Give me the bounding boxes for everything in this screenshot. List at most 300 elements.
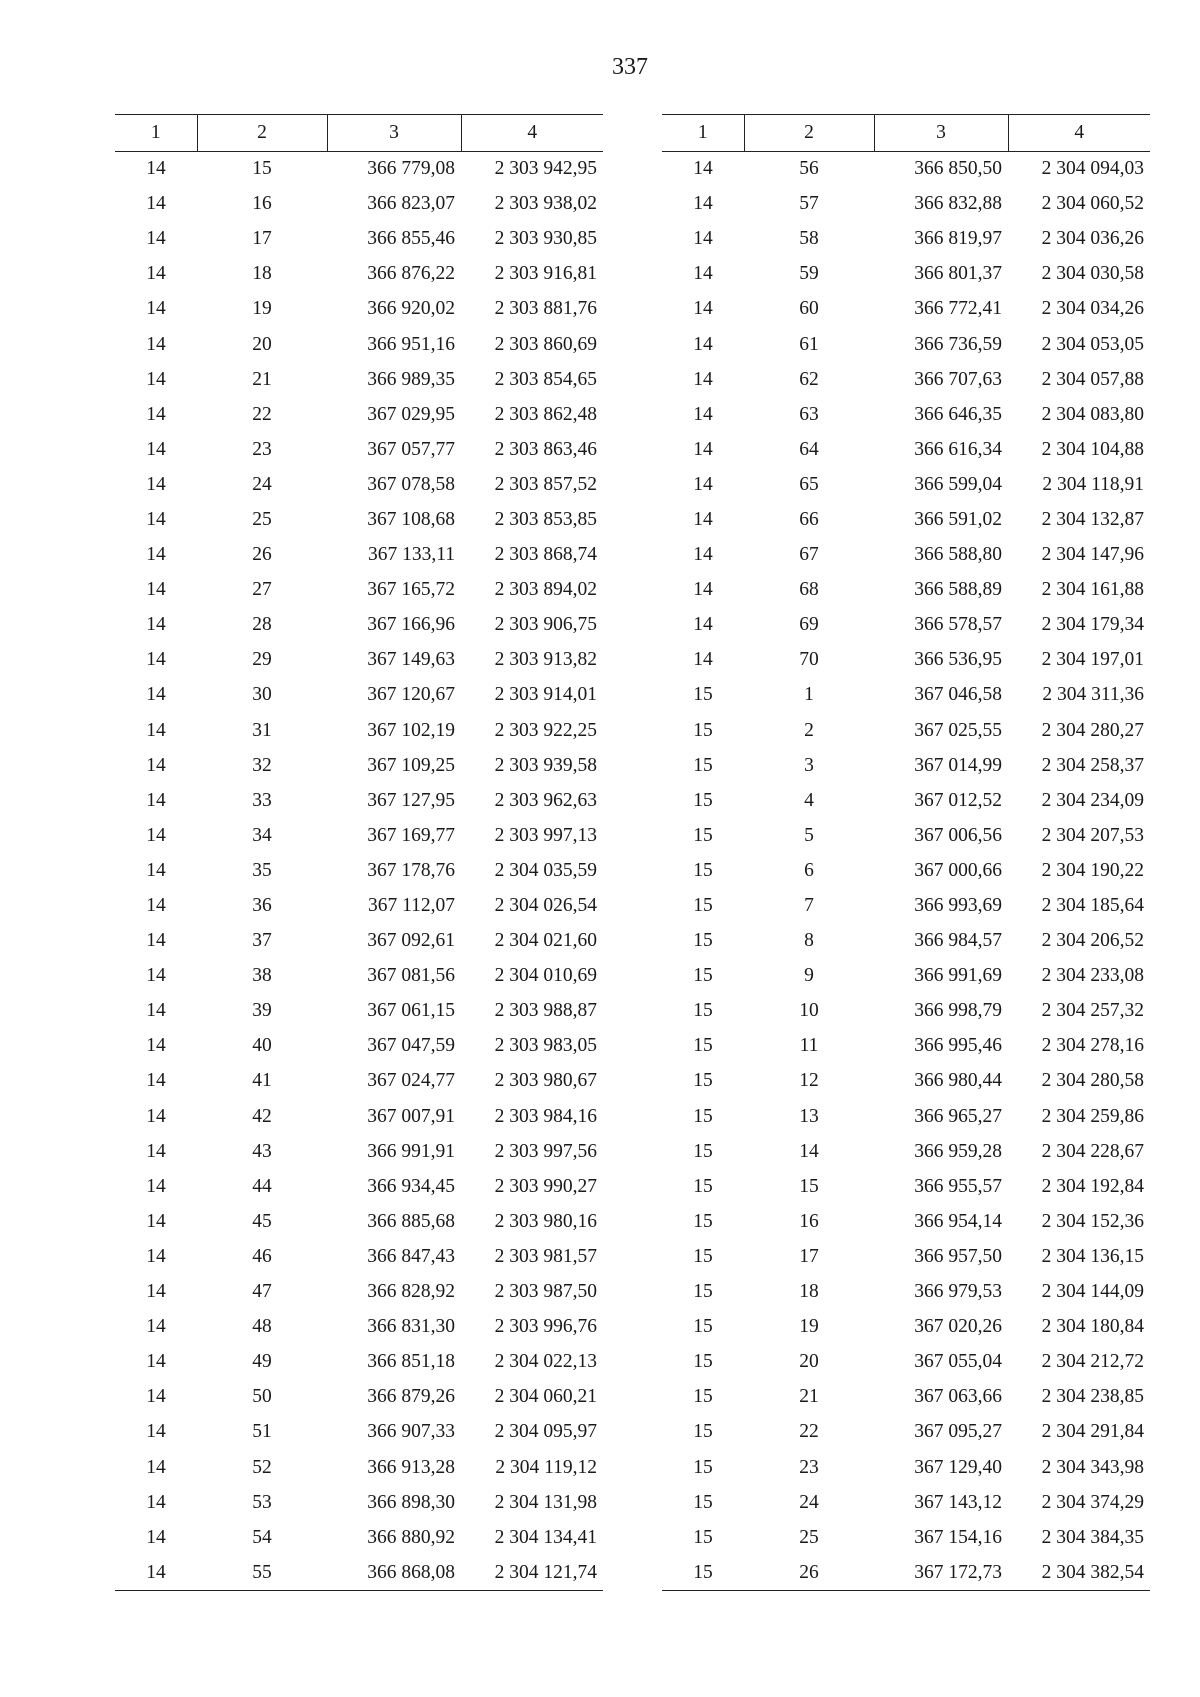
cell-col-3: 367 109,25 (367, 754, 455, 776)
table-row (115, 783, 603, 818)
cell-col-4: 2 304 036,26 (1041, 228, 1144, 250)
cell-col-2: 49 (252, 1351, 272, 1373)
cell-col-1: 15 (693, 930, 713, 952)
cell-col-3: 367 133,11 (367, 544, 455, 566)
cell-col-3: 367 014,99 (914, 754, 1002, 776)
cell-col-4: 2 303 962,63 (494, 789, 597, 811)
cell-col-3: 366 851,18 (367, 1351, 455, 1373)
cell-col-2: 17 (252, 228, 272, 250)
cell-col-4: 2 303 981,57 (494, 1245, 597, 1267)
cell-col-3: 367 025,55 (914, 719, 1002, 741)
cell-col-3: 367 024,77 (367, 1070, 455, 1092)
cell-col-4: 2 303 930,85 (494, 228, 597, 250)
cell-col-2: 24 (252, 473, 272, 495)
cell-col-1: 14 (146, 859, 166, 881)
cell-col-3: 367 172,73 (874, 1555, 1008, 1590)
cell-col-1: 14 (146, 789, 166, 811)
cell-col-1: 15 (693, 824, 713, 846)
column-header-3: 3 (874, 115, 1008, 152)
cell-col-4: 2 304 197,01 (1041, 649, 1144, 671)
cell-col-2: 31 (252, 719, 272, 741)
cell-col-1: 15 (693, 1281, 713, 1303)
table-row (115, 222, 603, 257)
cell-col-3: 367 063,66 (914, 1386, 1002, 1408)
cell-col-1: 15 (693, 1035, 713, 1057)
cell-col-2: 20 (252, 333, 272, 355)
table-row (115, 818, 603, 853)
cell-col-2: 26 (744, 1555, 874, 1590)
table-row (662, 1520, 1150, 1555)
cell-col-3: 367 143,12 (914, 1491, 1002, 1513)
cell-col-3: 366 991,69 (914, 965, 1002, 987)
cell-col-2: 3 (804, 754, 814, 776)
cell-col-1: 14 (146, 544, 166, 566)
cell-col-2: 24 (799, 1491, 819, 1513)
cell-col-2: 67 (799, 544, 819, 566)
cell-col-2: 13 (799, 1105, 819, 1127)
cell-col-1: 15 (693, 1105, 713, 1127)
cell-col-1: 15 (693, 1351, 713, 1373)
cell-col-4: 2 304 136,15 (1041, 1245, 1144, 1267)
table-row (662, 1310, 1150, 1345)
cell-col-1: 14 (146, 158, 166, 180)
cell-col-1: 14 (693, 368, 713, 390)
cell-col-2: 23 (252, 438, 272, 460)
cell-col-1: 14 (146, 1070, 166, 1092)
cell-col-4: 2 304 021,60 (494, 930, 597, 952)
cell-col-1: 14 (146, 1281, 166, 1303)
table-row (662, 292, 1150, 327)
cell-col-2: 36 (252, 895, 272, 917)
table-row (662, 608, 1150, 643)
cell-col-4: 2 303 881,76 (494, 298, 597, 320)
cell-col-2: 9 (804, 965, 814, 987)
column-header-4: 4 (1008, 115, 1150, 152)
cell-col-1: 15 (693, 1070, 713, 1092)
cell-col-4: 2 304 083,80 (1041, 403, 1144, 425)
cell-col-3: 366 832,88 (914, 193, 1002, 215)
cell-col-1: 14 (146, 508, 166, 530)
cell-col-4: 2 304 131,98 (494, 1491, 597, 1513)
cell-col-4: 2 303 868,74 (494, 544, 597, 566)
cell-col-2: 11 (799, 1035, 819, 1057)
cell-col-3: 367 095,27 (914, 1421, 1002, 1443)
cell-col-1: 14 (146, 754, 166, 776)
cell-col-3: 367 092,61 (367, 930, 455, 952)
cell-col-2: 60 (799, 298, 819, 320)
column-header-3: 3 (327, 115, 461, 152)
cell-col-1: 14 (146, 1035, 166, 1057)
cell-col-2: 66 (799, 508, 819, 530)
cell-col-4: 2 304 238,85 (1041, 1386, 1144, 1408)
table-row (662, 257, 1150, 292)
cell-col-3: 367 020,26 (914, 1316, 1002, 1338)
table-row (115, 1099, 603, 1134)
cell-col-1: 14 (693, 298, 713, 320)
cell-col-4: 2 303 983,05 (494, 1035, 597, 1057)
cell-col-2: 23 (799, 1456, 819, 1478)
cell-col-2: 10 (799, 1000, 819, 1022)
table-row (115, 1485, 603, 1520)
table-row (115, 713, 603, 748)
cell-col-2: 14 (799, 1140, 819, 1162)
table-row (662, 678, 1150, 713)
cell-col-2: 57 (799, 193, 819, 215)
table-row (662, 222, 1150, 257)
cell-col-1: 14 (146, 684, 166, 706)
cell-col-4: 2 304 291,84 (1041, 1421, 1144, 1443)
table-row (662, 748, 1150, 783)
cell-col-1: 14 (693, 333, 713, 355)
cell-col-2: 54 (252, 1526, 272, 1548)
cell-col-1: 15 (693, 1175, 713, 1197)
table-row (115, 1555, 603, 1590)
cell-col-1: 15 (693, 1140, 713, 1162)
cell-col-2: 6 (804, 859, 814, 881)
cell-col-4: 2 303 997,56 (494, 1140, 597, 1162)
cell-col-3: 366 707,63 (914, 368, 1002, 390)
cell-col-2: 48 (252, 1316, 272, 1338)
cell-col-4: 2 304 374,29 (1041, 1491, 1144, 1513)
table-row (662, 538, 1150, 573)
cell-col-3: 366 536,95 (914, 649, 1002, 671)
cell-col-2: 38 (252, 965, 272, 987)
table-row (115, 1169, 603, 1204)
cell-col-1: 14 (146, 614, 166, 636)
cell-col-4: 2 304 035,59 (494, 859, 597, 881)
cell-col-2: 25 (799, 1526, 819, 1548)
table-row (115, 1134, 603, 1169)
table-row (115, 1520, 603, 1555)
cell-col-4: 2 304 280,58 (1041, 1070, 1144, 1092)
table-row (115, 573, 603, 608)
table-row (662, 502, 1150, 537)
cell-col-2: 2 (804, 719, 814, 741)
cell-col-1: 14 (146, 228, 166, 250)
cell-col-4: 2 304 095,97 (494, 1421, 597, 1443)
cell-col-2: 8 (804, 930, 814, 952)
page-number: 337 (612, 54, 648, 80)
table-row (662, 432, 1150, 467)
cell-col-1: 15 (693, 1526, 713, 1548)
cell-col-4: 2 304 259,86 (1041, 1105, 1144, 1127)
cell-col-3: 367 165,72 (367, 579, 455, 601)
cell-col-4: 2 304 152,36 (1041, 1210, 1144, 1232)
cell-col-3: 367 057,77 (367, 438, 455, 460)
cell-col-4: 2 304 180,84 (1041, 1316, 1144, 1338)
cell-col-3: 367 102,19 (367, 719, 455, 741)
cell-col-2: 16 (799, 1210, 819, 1232)
cell-col-1: 14 (146, 1210, 166, 1232)
cell-col-4: 2 304 121,74 (461, 1555, 603, 1590)
cell-col-2: 20 (799, 1351, 819, 1373)
table-row (662, 1415, 1150, 1450)
cell-col-4: 2 304 382,54 (1008, 1555, 1150, 1590)
cell-col-3: 366 980,44 (914, 1070, 1002, 1092)
table-row (662, 1064, 1150, 1099)
cell-col-4: 2 303 862,48 (494, 403, 597, 425)
cell-col-3: 366 616,34 (914, 438, 1002, 460)
cell-col-3: 367 154,16 (914, 1526, 1002, 1548)
cell-col-4: 2 304 022,13 (494, 1351, 597, 1373)
cell-col-3: 366 965,27 (914, 1105, 1002, 1127)
cell-col-1: 14 (146, 579, 166, 601)
cell-col-3: 367 081,56 (367, 965, 455, 987)
cell-col-2: 21 (799, 1386, 819, 1408)
table-row (662, 818, 1150, 853)
cell-col-4: 2 304 094,03 (1041, 158, 1144, 180)
column-header-2: 2 (197, 115, 327, 152)
table-row (662, 1275, 1150, 1310)
table-row (662, 1239, 1150, 1274)
cell-col-1: 15 (693, 1491, 713, 1513)
cell-col-3: 367 047,59 (367, 1035, 455, 1057)
cell-col-4: 2 303 996,76 (494, 1316, 597, 1338)
cell-col-3: 367 178,76 (367, 859, 455, 881)
cell-col-2: 58 (799, 228, 819, 250)
table-row (115, 1415, 603, 1450)
table-row (662, 994, 1150, 1029)
cell-col-4: 2 303 942,95 (494, 158, 597, 180)
cell-col-1: 14 (146, 193, 166, 215)
cell-col-3: 366 831,30 (367, 1316, 455, 1338)
cell-col-3: 367 108,68 (367, 508, 455, 530)
table-row (115, 292, 603, 327)
cell-col-2: 18 (799, 1281, 819, 1303)
cell-col-2: 27 (252, 579, 272, 601)
coordinates-table-left (115, 114, 603, 1591)
table-row (662, 397, 1150, 432)
cell-col-4: 2 303 860,69 (494, 333, 597, 355)
table-row (662, 888, 1150, 923)
cell-col-3: 366 646,35 (914, 403, 1002, 425)
table-row (115, 362, 603, 397)
cell-col-3: 366 995,46 (914, 1035, 1002, 1057)
table-row (115, 1029, 603, 1064)
cell-col-1: 14 (115, 1555, 197, 1590)
cell-col-4: 2 303 997,13 (494, 824, 597, 846)
cell-col-4: 2 304 192,84 (1041, 1175, 1144, 1197)
cell-col-2: 32 (252, 754, 272, 776)
table-row (662, 924, 1150, 959)
table-row (115, 1380, 603, 1415)
table-row (662, 1450, 1150, 1485)
cell-col-3: 366 991,91 (367, 1140, 455, 1162)
cell-col-1: 14 (146, 1140, 166, 1162)
cell-col-4: 2 303 988,87 (494, 1000, 597, 1022)
cell-col-3: 366 879,26 (367, 1386, 455, 1408)
cell-col-4: 2 304 147,96 (1041, 544, 1144, 566)
cell-col-1: 14 (146, 438, 166, 460)
table-row (115, 467, 603, 502)
cell-col-2: 63 (799, 403, 819, 425)
cell-col-2: 26 (252, 544, 272, 566)
cell-col-3: 366 998,79 (914, 1000, 1002, 1022)
cell-col-2: 17 (799, 1245, 819, 1267)
cell-col-4: 2 304 278,16 (1041, 1035, 1144, 1057)
table-row (115, 502, 603, 537)
cell-col-1: 14 (146, 333, 166, 355)
cell-col-3: 366 823,07 (367, 193, 455, 215)
table-row (662, 152, 1150, 187)
cell-col-3: 367 120,67 (367, 684, 455, 706)
cell-col-4: 2 303 980,16 (494, 1210, 597, 1232)
table-row (662, 1380, 1150, 1415)
cell-col-1: 15 (693, 965, 713, 987)
table-row (662, 1345, 1150, 1380)
cell-col-3: 366 801,37 (914, 263, 1002, 285)
cell-col-1: 14 (146, 1421, 166, 1443)
cell-col-2: 69 (799, 614, 819, 636)
cell-col-3: 367 007,91 (367, 1105, 455, 1127)
cell-col-3: 366 599,04 (914, 473, 1002, 495)
cell-col-3: 367 127,95 (367, 789, 455, 811)
cell-col-3: 367 149,63 (367, 649, 455, 671)
table-row (115, 853, 603, 888)
cell-col-2: 62 (799, 368, 819, 390)
table-row (662, 1555, 1150, 1590)
cell-col-4: 2 304 034,26 (1041, 298, 1144, 320)
cell-col-2: 56 (799, 158, 819, 180)
column-header-2: 2 (744, 115, 874, 152)
cell-col-1: 15 (693, 1456, 713, 1478)
cell-col-4: 2 304 010,69 (494, 965, 597, 987)
table-row (115, 1239, 603, 1274)
table-row (115, 748, 603, 783)
cell-col-4: 2 304 161,88 (1041, 579, 1144, 601)
cell-col-4: 2 303 913,82 (494, 649, 597, 671)
cell-col-4: 2 304 185,64 (1041, 895, 1144, 917)
cell-col-3: 366 772,41 (914, 298, 1002, 320)
cell-col-1: 14 (146, 473, 166, 495)
cell-col-3: 366 850,50 (914, 158, 1002, 180)
cell-col-1: 14 (693, 544, 713, 566)
cell-col-3: 366 979,53 (914, 1281, 1002, 1303)
cell-col-4: 2 304 258,37 (1041, 754, 1144, 776)
cell-col-2: 45 (252, 1210, 272, 1232)
cell-col-2: 61 (799, 333, 819, 355)
cell-col-3: 366 913,28 (367, 1456, 455, 1478)
cell-col-4: 2 304 234,09 (1041, 789, 1144, 811)
table-row (662, 362, 1150, 397)
table-row (662, 1204, 1150, 1239)
table-row (115, 538, 603, 573)
table-row (115, 152, 603, 187)
cell-col-2: 70 (799, 649, 819, 671)
table-row (115, 643, 603, 678)
table-row (115, 1275, 603, 1310)
cell-col-1: 14 (146, 1316, 166, 1338)
cell-col-4: 2 303 938,02 (494, 193, 597, 215)
cell-col-3: 366 920,02 (367, 298, 455, 320)
cell-col-4: 2 304 118,91 (1042, 473, 1144, 495)
cell-col-1: 14 (693, 508, 713, 530)
table-row (115, 1310, 603, 1345)
table-row (662, 713, 1150, 748)
table-row (662, 1134, 1150, 1169)
cell-col-3: 366 779,08 (367, 158, 455, 180)
cell-col-2: 7 (804, 895, 814, 917)
column-header-1: 1 (115, 115, 197, 152)
cell-col-4: 2 304 190,22 (1041, 859, 1144, 881)
cell-col-2: 22 (252, 403, 272, 425)
cell-col-1: 14 (693, 473, 713, 495)
cell-col-2: 41 (252, 1070, 272, 1092)
cell-col-4: 2 304 119,12 (495, 1456, 597, 1478)
cell-col-3: 366 855,46 (367, 228, 455, 250)
cell-col-3: 366 955,57 (914, 1175, 1002, 1197)
cell-col-4: 2 304 257,32 (1041, 1000, 1144, 1022)
cell-col-4: 2 303 987,50 (494, 1281, 597, 1303)
cell-col-4: 2 304 206,52 (1041, 930, 1144, 952)
cell-col-1: 14 (146, 1000, 166, 1022)
cell-col-1: 14 (146, 263, 166, 285)
cell-col-2: 43 (252, 1140, 272, 1162)
table-row (115, 1064, 603, 1099)
cell-col-4: 2 303 922,25 (494, 719, 597, 741)
cell-col-3: 367 129,40 (914, 1456, 1002, 1478)
cell-col-2: 64 (799, 438, 819, 460)
cell-col-2: 68 (799, 579, 819, 601)
cell-col-3: 367 012,52 (914, 789, 1002, 811)
cell-col-1: 14 (146, 1105, 166, 1127)
cell-col-2: 37 (252, 930, 272, 952)
cell-col-1: 14 (693, 158, 713, 180)
cell-col-4: 2 303 916,81 (494, 263, 597, 285)
cell-col-1: 14 (146, 1526, 166, 1548)
cell-col-3: 367 078,58 (367, 473, 455, 495)
cell-col-1: 14 (146, 895, 166, 917)
cell-col-2: 34 (252, 824, 272, 846)
cell-col-2: 15 (252, 158, 272, 180)
cell-col-1: 15 (693, 789, 713, 811)
cell-col-1: 14 (693, 649, 713, 671)
cell-col-4: 2 304 134,41 (494, 1526, 597, 1548)
table-row (662, 783, 1150, 818)
cell-col-1: 14 (146, 649, 166, 671)
cell-col-3: 367 055,04 (914, 1351, 1002, 1373)
cell-col-3: 366 591,02 (914, 508, 1002, 530)
table-row (662, 1029, 1150, 1064)
cell-col-2: 47 (252, 1281, 272, 1303)
table-row (115, 1345, 603, 1380)
cell-col-4: 2 304 384,35 (1041, 1526, 1144, 1548)
table-row (662, 1485, 1150, 1520)
cell-col-1: 15 (693, 1210, 713, 1232)
cell-col-1: 14 (146, 965, 166, 987)
cell-col-3: 366 819,97 (914, 228, 1002, 250)
header-row (115, 115, 603, 152)
cell-col-1: 14 (146, 403, 166, 425)
cell-col-4: 2 304 132,87 (1041, 508, 1144, 530)
cell-col-4: 2 303 894,02 (494, 579, 597, 601)
cell-col-4: 2 304 228,67 (1041, 1140, 1144, 1162)
cell-col-3: 366 934,45 (367, 1175, 455, 1197)
cell-col-3: 367 166,96 (367, 614, 455, 636)
cell-col-3: 366 993,69 (914, 895, 1002, 917)
cell-col-4: 2 303 939,58 (494, 754, 597, 776)
table-row (662, 643, 1150, 678)
cell-col-2: 18 (252, 263, 272, 285)
cell-col-4: 2 304 311,36 (1042, 684, 1144, 706)
cell-col-3: 366 989,35 (367, 368, 455, 390)
table-row (662, 959, 1150, 994)
cell-col-4: 2 304 179,34 (1041, 614, 1144, 636)
column-header-1: 1 (662, 115, 744, 152)
cell-col-4: 2 303 906,75 (494, 614, 597, 636)
cell-col-4: 2 304 280,27 (1041, 719, 1144, 741)
cell-col-1: 14 (693, 263, 713, 285)
